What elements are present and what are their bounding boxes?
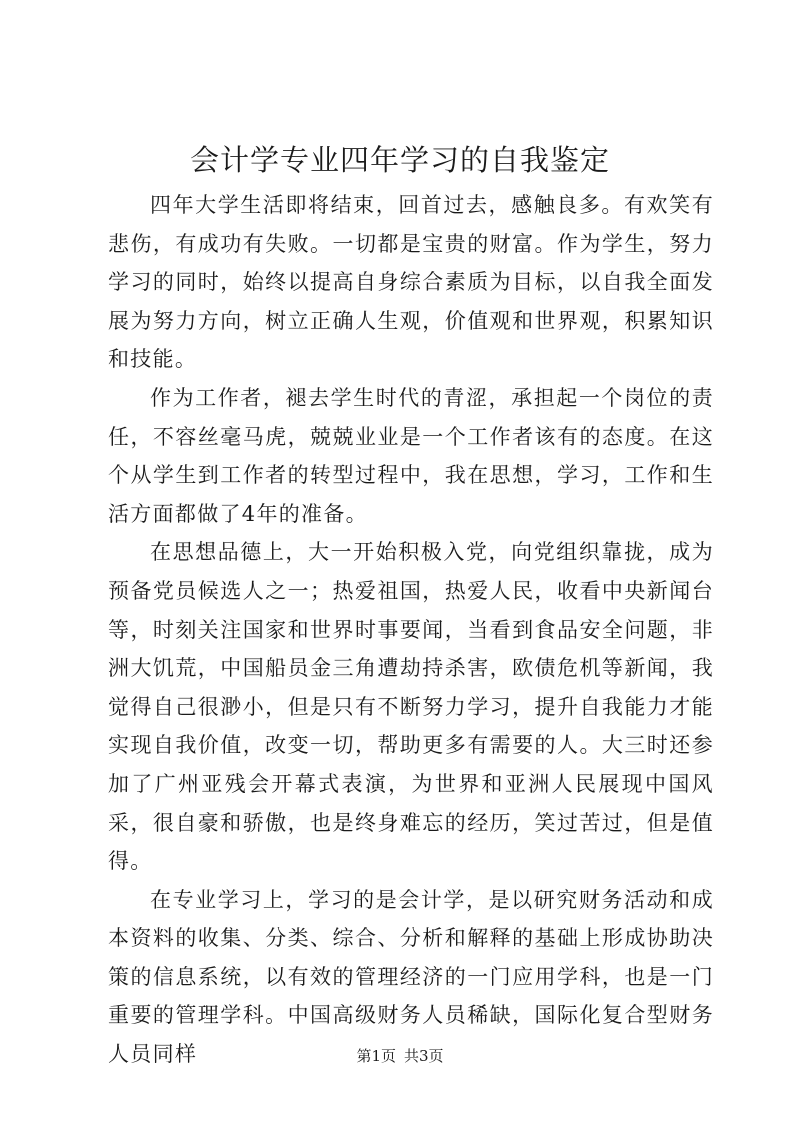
document-title: 会计学专业四年学习的自我鉴定 (189, 143, 610, 177)
paragraph: 在思想品德上，大一开始积极入党，向党组织靠拢，成为预备党员候选人之一；热爱祖国，热爱人民，收看中央新闻台等，时刻关注国家和世界时事要闻，当看到食品安全问题，非洲大饥荒，中国船员金三角遭劫持杀害，欧债危机等新闻，我觉得自己很渺小，但是只有不断努力学习，提升自我能力才能实现自我价值，改变一切，帮助更多有需要的人。大三时还参加了广州亚残会开幕式表演，为世界和亚洲人民展现中国风采，很自豪和骄傲，也是终身难忘的经历，笑过苦过，但是值得。 (108, 540, 714, 874)
paragraph: 作为工作者，褪去学生时代的青涩，承担起一个岗位的责任，不容丝毫马虎，兢兢业业是一个工作者该有的态度。在这个从学生到工作者的转型过程中，我在思想，学习，工作和生活方面都做了4年的准备。 (108, 385, 714, 526)
page-footer (0, 1046, 800, 1066)
page-total: 共3页 (404, 1047, 444, 1065)
page-number: 第1页 (356, 1047, 396, 1065)
document-body (108, 186, 714, 1074)
paragraph: 四年大学生活即将结束，回首过去，感触良多。有欢笑有悲伤，有成功有失败。一切都是宝贵的财富。作为学生，努力学习的同时，始终以提高自身综合素质为目标，以自我全面发展为努力方向，树立正确人生观，价值观和世界观，积累知识和技能。 (108, 193, 714, 372)
paragraph: 在专业学习上，学习的是会计学，是以研究财务活动和成本资料的收集、分类、综合、分析和解释的基础上形成协助决策的信息系统，以有效的管理经济的一门应用学科，也是一门重要的管理学科。中国高级财务人员稀缺，国际化复合型财务人员同样 (108, 887, 714, 1067)
